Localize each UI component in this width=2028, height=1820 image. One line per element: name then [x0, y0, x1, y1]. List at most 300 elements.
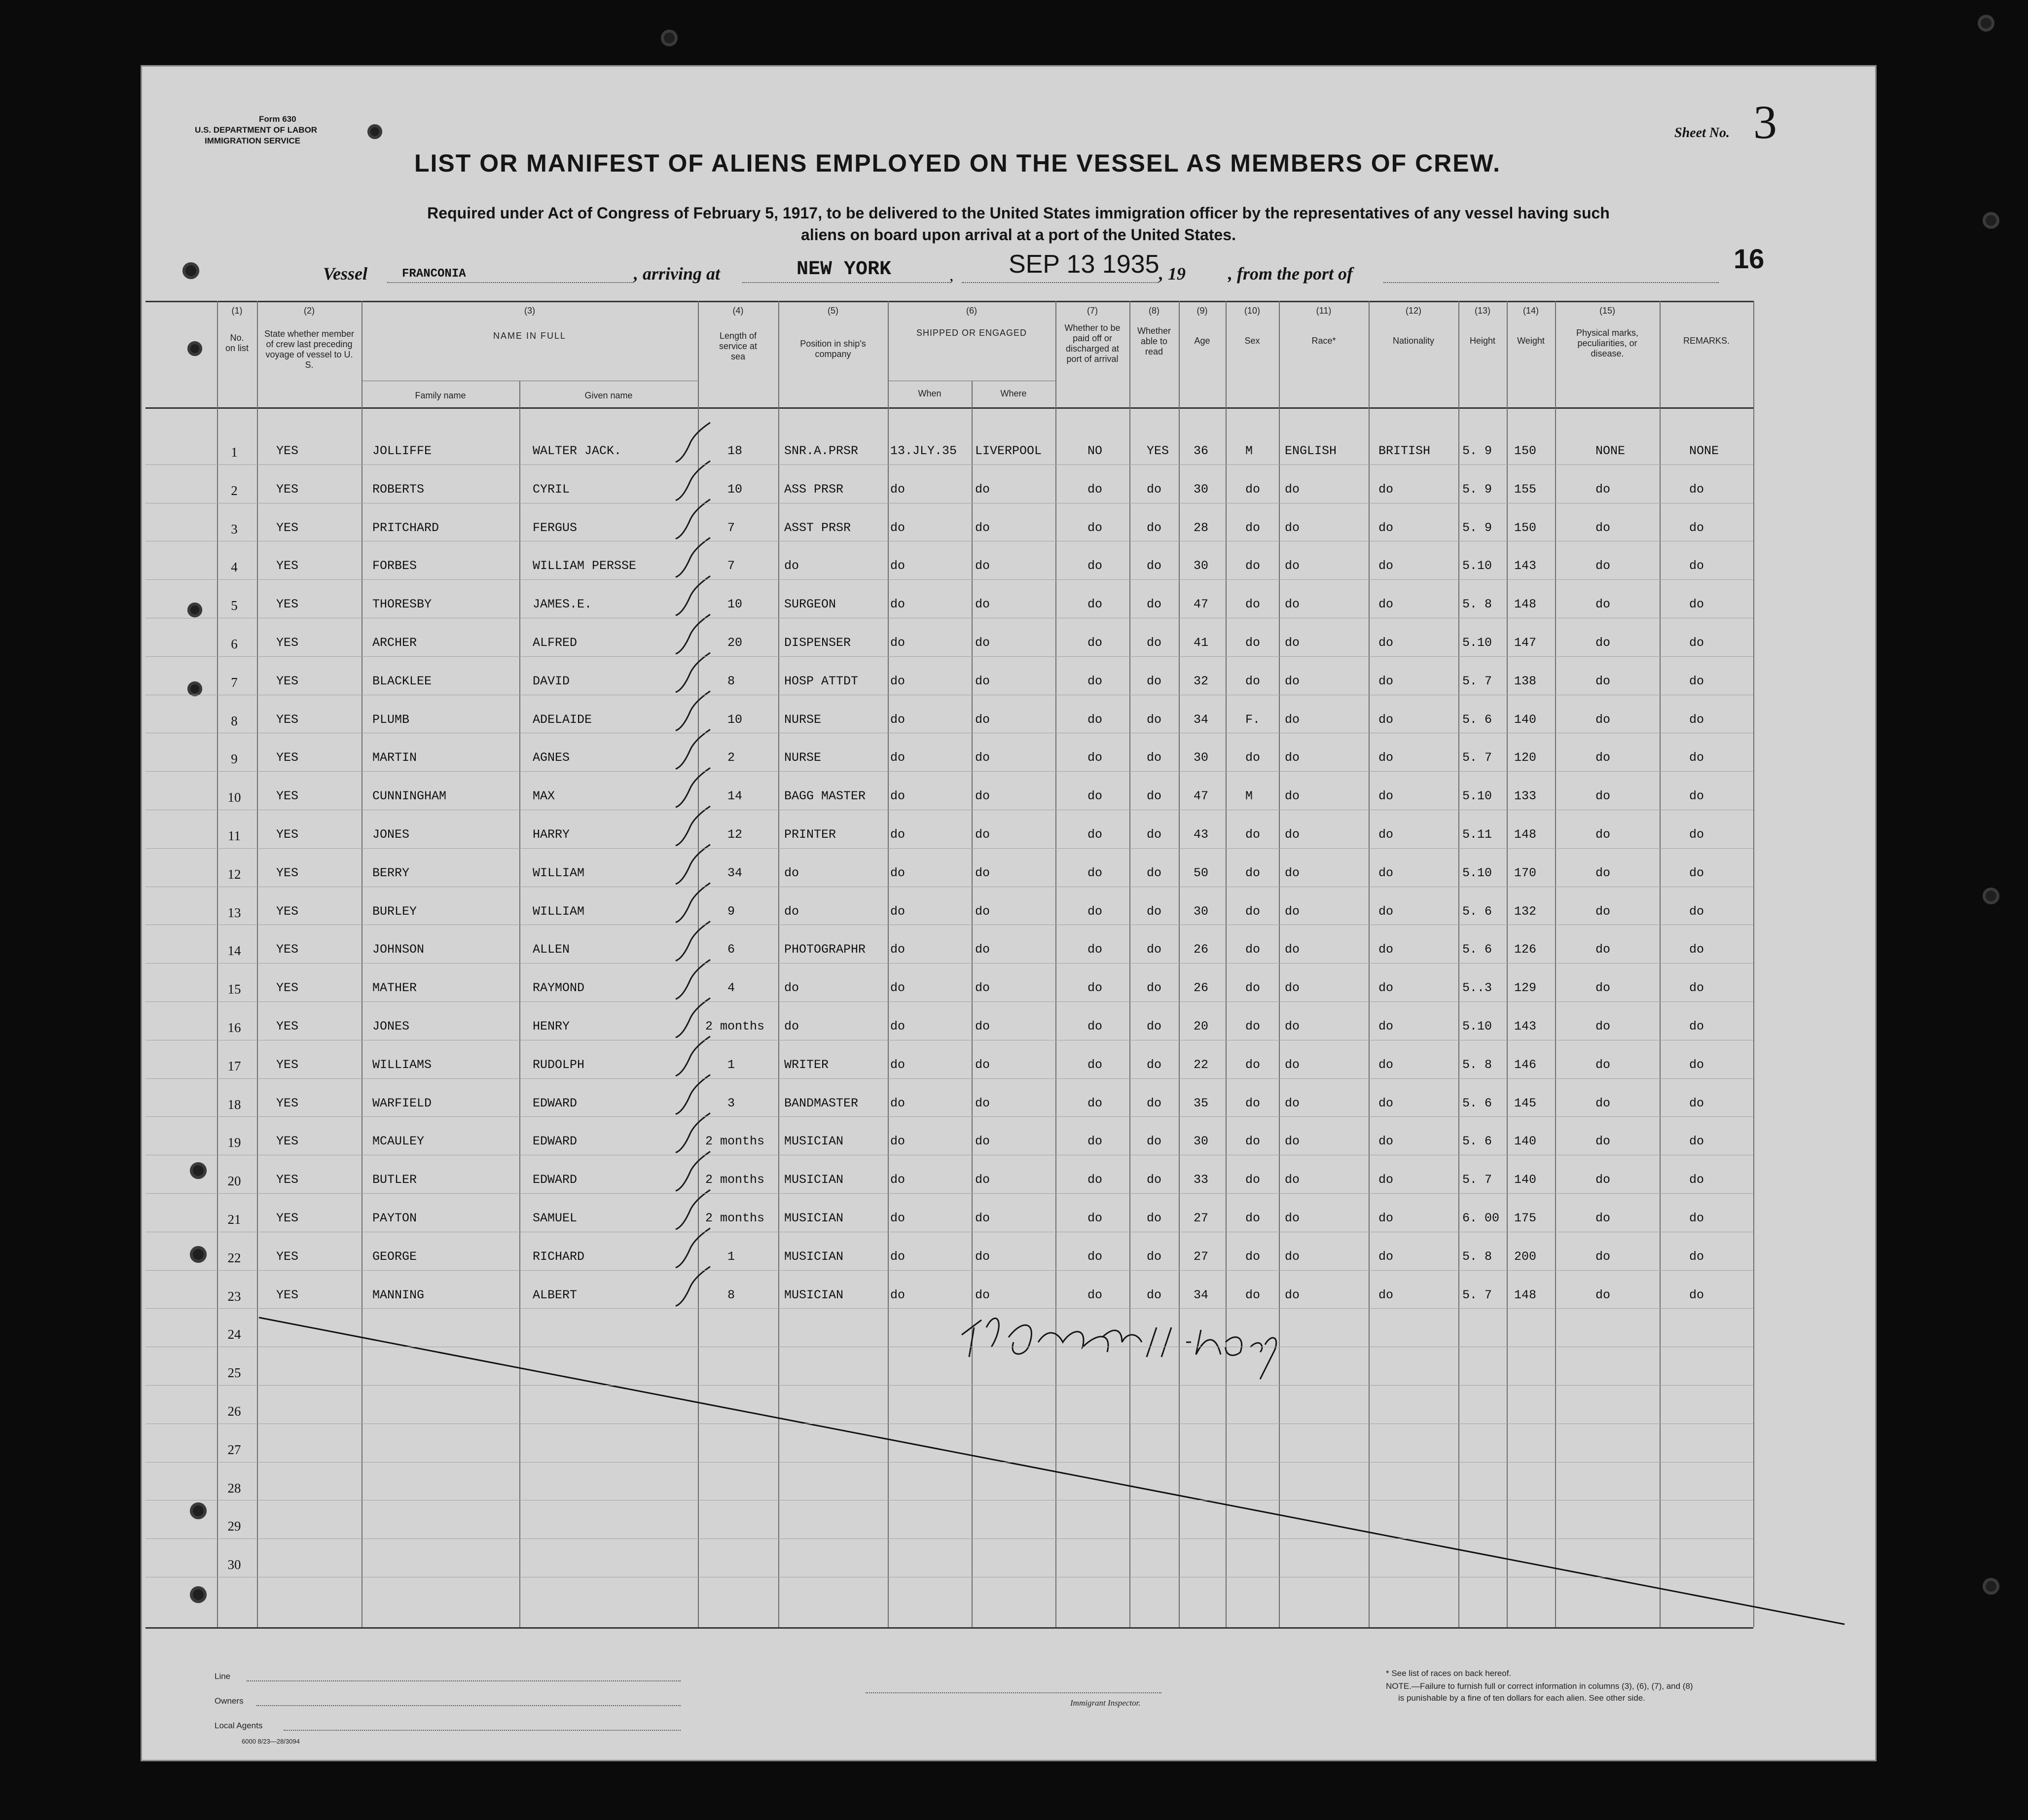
row-number: 6: [231, 637, 238, 651]
service-length-cell: 12: [727, 827, 743, 842]
shipped-where-cell: do: [975, 1211, 990, 1225]
checkmark: [676, 921, 710, 961]
weight-cell: 133: [1514, 789, 1537, 804]
family-name-cell: PAYTON: [372, 1211, 417, 1225]
family-name-cell: PLUMB: [372, 712, 410, 727]
shipped-where-cell: do: [975, 482, 990, 497]
height-cell: 5. 7: [1462, 1287, 1492, 1302]
age-cell: 26: [1194, 942, 1209, 957]
print-code: 6000 8/23—28/3094: [242, 1738, 300, 1745]
remarks-cell: do: [1689, 942, 1704, 957]
empty-row-number: 26: [227, 1404, 241, 1419]
line-field: [247, 1680, 681, 1681]
col-8-header: (8) Whether able to read: [1137, 306, 1171, 357]
checkmark: [676, 614, 710, 654]
family-name-cell: BLACKLEE: [372, 674, 432, 688]
service-length-cell: 2 months: [705, 1173, 765, 1187]
col-2-header: (2) State whether member of crew last preceding voyage of vessel to U. S.: [264, 306, 355, 370]
previous-voyage-cell: YES: [276, 1019, 299, 1034]
family-name-cell: JOHNSON: [372, 942, 425, 957]
given-name-cell: ADELAIDE: [533, 712, 592, 727]
height-cell: 5. 6: [1462, 1134, 1492, 1149]
nationality-cell: do: [1378, 942, 1394, 957]
family-name-cell: WILLIAMS: [372, 1057, 432, 1072]
row-rule: [145, 1308, 1753, 1309]
shipped-where-cell: do: [975, 1096, 990, 1110]
given-name-cell: HENRY: [533, 1019, 570, 1034]
shipped-when-cell: do: [890, 904, 905, 919]
nationality-cell: do: [1378, 1057, 1394, 1072]
physical-marks-cell: do: [1595, 636, 1611, 650]
row-number: 9: [231, 751, 238, 767]
race-cell: do: [1285, 827, 1300, 842]
checkmark: [676, 461, 710, 500]
owners-label: Owners: [215, 1696, 244, 1706]
family-name-cell: THORESBY: [372, 597, 432, 612]
shipped-when-cell: do: [890, 1019, 905, 1034]
age-cell: 30: [1194, 1134, 1209, 1149]
nationality-cell: do: [1378, 559, 1394, 573]
previous-voyage-cell: YES: [276, 1249, 299, 1264]
nationality-cell: do: [1378, 674, 1394, 688]
arriving-label: , arriving at: [634, 264, 721, 284]
shipped-where-cell: do: [975, 1249, 990, 1264]
paid-off-cell: do: [1087, 1287, 1103, 1302]
sex-cell: do: [1245, 942, 1261, 957]
position-cell: NURSE: [784, 712, 822, 727]
year-label: , 19: [1159, 264, 1186, 284]
age-cell: 27: [1194, 1211, 1209, 1225]
service-length-cell: 14: [727, 789, 743, 804]
age-cell: 32: [1194, 674, 1209, 688]
col-9-header: (9) Age: [1194, 306, 1210, 346]
sex-cell: do: [1245, 674, 1261, 688]
race-cell: do: [1285, 981, 1300, 996]
given-name-cell: CYRIL: [533, 482, 570, 497]
service-length-cell: 3: [727, 1096, 735, 1110]
race-cell: do: [1285, 674, 1300, 688]
race-cell: do: [1285, 482, 1300, 497]
shipped-when-cell: do: [890, 482, 905, 497]
paid-off-cell: do: [1087, 750, 1103, 765]
weight-cell: 120: [1514, 750, 1537, 765]
sex-cell: M: [1245, 444, 1253, 458]
col-3-header: (3) NAME IN FULL: [493, 306, 567, 341]
age-cell: 47: [1194, 789, 1209, 804]
col-13-header: (13) Height: [1469, 306, 1496, 346]
race-cell: do: [1285, 597, 1300, 612]
age-cell: 47: [1194, 597, 1209, 612]
shipped-when-cell: do: [890, 1211, 905, 1225]
previous-voyage-cell: YES: [276, 559, 299, 573]
sex-cell: do: [1245, 1019, 1261, 1034]
shipped-where-cell: do: [975, 636, 990, 650]
age-cell: 50: [1194, 865, 1209, 880]
able-to-read-cell: YES: [1147, 444, 1169, 458]
physical-marks-cell: do: [1595, 789, 1611, 804]
shipped-where-cell: do: [975, 827, 990, 842]
subtitle-line-2: aliens on board upon arrival at a port of the United States.: [801, 226, 1236, 244]
shipped-when-cell: do: [890, 1057, 905, 1072]
remarks-cell: do: [1689, 1096, 1704, 1110]
weight-cell: 148: [1514, 827, 1537, 842]
sex-cell: do: [1245, 865, 1261, 880]
height-cell: 5. 6: [1462, 904, 1492, 919]
row-rule: [145, 1462, 1753, 1463]
paid-off-cell: do: [1087, 636, 1103, 650]
remarks-cell: do: [1689, 827, 1704, 842]
service-length-cell: 2: [727, 750, 735, 765]
sex-cell: do: [1245, 559, 1261, 573]
corner-mark: 16: [1734, 243, 1765, 274]
col-5-header: (5) Position in ship's company: [800, 306, 866, 359]
weight-cell: 140: [1514, 712, 1537, 727]
shipped-when-cell: do: [890, 865, 905, 880]
empty-row-number: 27: [227, 1442, 241, 1457]
checkmark: [676, 1036, 710, 1076]
weight-cell: 150: [1514, 444, 1537, 458]
nationality-cell: do: [1378, 981, 1394, 996]
paid-off-cell: do: [1087, 1249, 1103, 1264]
checkmark: [676, 1075, 710, 1114]
paid-off-cell: do: [1087, 674, 1103, 688]
checkmark: [676, 883, 710, 923]
remarks-cell: do: [1689, 1057, 1704, 1072]
physical-marks-cell: do: [1595, 712, 1611, 727]
family-name-cell: JONES: [372, 827, 410, 842]
physical-marks-cell: do: [1595, 520, 1611, 535]
shipped-when-cell: do: [890, 1096, 905, 1110]
physical-marks-cell: do: [1595, 674, 1611, 688]
previous-voyage-cell: YES: [276, 444, 299, 458]
able-to-read-cell: do: [1147, 827, 1162, 842]
sex-cell: do: [1245, 1134, 1261, 1149]
height-cell: 5. 9: [1462, 444, 1492, 458]
binder-hole: [1983, 1578, 1999, 1595]
able-to-read-cell: do: [1147, 674, 1162, 688]
col-10-header: (10) Sex: [1244, 306, 1260, 346]
family-name-cell: ROBERTS: [372, 482, 425, 497]
able-to-read-cell: do: [1147, 482, 1162, 497]
weight-cell: 143: [1514, 1019, 1537, 1034]
height-cell: 5. 6: [1462, 712, 1492, 727]
race-cell: do: [1285, 1211, 1300, 1225]
empty-row-number: 30: [227, 1557, 241, 1572]
weight-cell: 132: [1514, 904, 1537, 919]
remarks-cell: do: [1689, 597, 1704, 612]
paid-off-cell: do: [1087, 597, 1103, 612]
able-to-read-cell: do: [1147, 597, 1162, 612]
race-cell: do: [1285, 865, 1300, 880]
height-cell: 5. 9: [1462, 520, 1492, 535]
physical-marks-cell: do: [1595, 904, 1611, 919]
given-name-cell: AGNES: [533, 750, 570, 765]
shipped-where-cell: do: [975, 712, 990, 727]
height-cell: 6. 00: [1462, 1211, 1500, 1225]
checkmark: [676, 1228, 710, 1268]
paid-off-cell: do: [1087, 1173, 1103, 1187]
physical-marks-cell: do: [1595, 559, 1611, 573]
position-cell: do: [784, 559, 799, 573]
height-cell: 5..3: [1462, 981, 1492, 996]
paid-off-cell: do: [1087, 1134, 1103, 1149]
able-to-read-cell: do: [1147, 636, 1162, 650]
nationality-cell: do: [1378, 1096, 1394, 1110]
service-length-cell: 4: [727, 981, 735, 996]
sex-cell: do: [1245, 904, 1261, 919]
remarks-cell: do: [1689, 559, 1704, 573]
previous-voyage-cell: YES: [276, 520, 299, 535]
weight-cell: 150: [1514, 520, 1537, 535]
family-name-cell: ARCHER: [372, 636, 417, 650]
family-name-cell: FORBES: [372, 559, 417, 573]
able-to-read-cell: do: [1147, 1134, 1162, 1149]
position-cell: DISPENSER: [784, 636, 851, 650]
row-number: 14: [227, 943, 241, 959]
able-to-read-cell: do: [1147, 1211, 1162, 1225]
race-cell: do: [1285, 1249, 1300, 1264]
height-cell: 5. 9: [1462, 482, 1492, 497]
sheet-number-label: Sheet No.: [1674, 125, 1730, 141]
family-name-cell: GEORGE: [372, 1249, 417, 1264]
agents-field: [284, 1730, 681, 1731]
subtitle-line-1: Required under Act of Congress of February 5, 1917, to be delivered to the United States immigration officer by the representatives of any vessel having such: [427, 204, 1610, 222]
physical-marks-cell: do: [1595, 1019, 1611, 1034]
sex-cell: do: [1245, 597, 1261, 612]
nationality-cell: do: [1378, 1134, 1394, 1149]
row-number: 21: [227, 1212, 241, 1227]
able-to-read-cell: do: [1147, 1287, 1162, 1302]
row-rule: [145, 1078, 1753, 1079]
given-name-cell: RICHARD: [533, 1249, 585, 1264]
physical-marks-cell: do: [1595, 1211, 1611, 1225]
able-to-read-cell: do: [1147, 1096, 1162, 1110]
weight-cell: 129: [1514, 981, 1537, 996]
position-cell: SNR.A.PRSR: [784, 444, 859, 458]
weight-cell: 148: [1514, 1287, 1537, 1302]
weight-cell: 170: [1514, 865, 1537, 880]
age-cell: 22: [1194, 1057, 1209, 1072]
previous-voyage-cell: YES: [276, 482, 299, 497]
physical-marks-cell: do: [1595, 597, 1611, 612]
weight-cell: 200: [1514, 1249, 1537, 1264]
given-name-cell: ALFRED: [533, 636, 578, 650]
position-cell: BANDMASTER: [784, 1096, 859, 1110]
position-cell: ASS PRSR: [784, 482, 844, 497]
checkmark: [676, 653, 710, 692]
col-11-header: (11) Race*: [1311, 306, 1336, 346]
shipped-where-cell: do: [975, 674, 990, 688]
height-cell: 5. 7: [1462, 1173, 1492, 1187]
checkmark: [676, 691, 710, 731]
family-name-cell: BERRY: [372, 865, 410, 880]
empty-row-number: 24: [227, 1327, 241, 1342]
given-name-cell: MAX: [533, 789, 555, 804]
where-header: Where: [1000, 389, 1027, 398]
row-number: 2: [231, 483, 238, 498]
paid-off-cell: do: [1087, 904, 1103, 919]
nationality-cell: do: [1378, 597, 1394, 612]
physical-marks-cell: do: [1595, 482, 1611, 497]
row-rule: [145, 848, 1753, 849]
paid-off-cell: do: [1087, 1057, 1103, 1072]
checkmark: [676, 806, 710, 846]
checkmark: [676, 423, 710, 462]
shipped-where-cell: do: [975, 904, 990, 919]
race-cell: do: [1285, 1096, 1300, 1110]
row-rule: [145, 771, 1753, 772]
row-number: 20: [227, 1174, 241, 1189]
service-checkmarks: [676, 423, 710, 1306]
nationality-cell: do: [1378, 482, 1394, 497]
race-cell: ENGLISH: [1285, 444, 1337, 458]
shipped-where-cell: do: [975, 750, 990, 765]
markings-layer: [141, 65, 1877, 1761]
remarks-cell: do: [1689, 712, 1704, 727]
row-number: 19: [227, 1135, 241, 1150]
checkmark: [676, 1190, 710, 1229]
height-cell: 5. 7: [1462, 750, 1492, 765]
sex-cell: do: [1245, 1287, 1261, 1302]
row-number: 22: [227, 1250, 241, 1265]
shipped-when-cell: do: [890, 559, 905, 573]
row-rule: [145, 1385, 1753, 1386]
arrival-date-stamp: SEP 13 1935: [1009, 250, 1159, 279]
weight-cell: 140: [1514, 1134, 1537, 1149]
given-name-header: Given name: [584, 391, 633, 400]
row-number: 5: [231, 598, 238, 613]
family-name-cell: JOLLIFFE: [372, 444, 432, 458]
checkmark: [676, 1113, 710, 1152]
age-cell: 36: [1194, 444, 1209, 458]
binder-hole: [1983, 212, 1999, 229]
form-number: Form 630: [259, 114, 296, 124]
able-to-read-cell: do: [1147, 1057, 1162, 1072]
physical-marks-cell: do: [1595, 981, 1611, 996]
service-length-cell: 6: [727, 942, 735, 957]
row-number: 16: [227, 1020, 241, 1035]
previous-voyage-cell: YES: [276, 827, 299, 842]
remarks-cell: do: [1689, 865, 1704, 880]
able-to-read-cell: do: [1147, 520, 1162, 535]
fine-note-1: NOTE.—Failure to furnish full or correct information in columns (3), (6), (7), and (8): [1386, 1681, 1693, 1691]
nationality-cell: do: [1378, 1287, 1394, 1302]
given-name-cell: EDWARD: [533, 1134, 578, 1149]
able-to-read-cell: do: [1147, 750, 1162, 765]
position-cell: MUSICIAN: [784, 1287, 844, 1302]
row-number: 15: [227, 982, 241, 997]
height-cell: 5.10: [1462, 865, 1492, 880]
sex-cell: do: [1245, 1211, 1261, 1225]
remarks-cell: do: [1689, 1173, 1704, 1187]
nationality-cell: do: [1378, 520, 1394, 535]
service-length-cell: 10: [727, 597, 743, 612]
physical-marks-cell: do: [1595, 827, 1611, 842]
given-name-cell: WILLIAM: [533, 904, 585, 919]
previous-voyage-cell: YES: [276, 636, 299, 650]
checkmark: [676, 1151, 710, 1191]
col-4-header: (4) Length of service at sea: [719, 306, 758, 361]
shipped-when-cell: do: [890, 520, 905, 535]
weight-cell: 148: [1514, 597, 1537, 612]
nationality-cell: do: [1378, 904, 1394, 919]
row-rule: [145, 656, 1753, 657]
nationality-cell: do: [1378, 1249, 1394, 1264]
service-label: IMMIGRATION SERVICE: [205, 136, 300, 145]
shipped-when-cell: do: [890, 1134, 905, 1149]
remarks-cell: NONE: [1689, 444, 1719, 458]
paid-off-cell: do: [1087, 520, 1103, 535]
col-14-header: (14) Weight: [1517, 306, 1545, 346]
race-cell: do: [1285, 789, 1300, 804]
nationality-cell: do: [1378, 865, 1394, 880]
able-to-read-cell: do: [1147, 789, 1162, 804]
checkmark: [676, 729, 710, 769]
service-length-cell: 1: [727, 1057, 735, 1072]
shipped-when-cell: do: [890, 1287, 905, 1302]
previous-voyage-cell: YES: [276, 674, 299, 688]
position-cell: NURSE: [784, 750, 822, 765]
shipped-when-cell: do: [890, 827, 905, 842]
weight-cell: 143: [1514, 559, 1537, 573]
inspector-signature-line: [866, 1692, 1161, 1693]
position-cell: HOSP ATTDT: [784, 674, 859, 688]
remarks-cell: do: [1689, 520, 1704, 535]
weight-cell: 145: [1514, 1096, 1537, 1110]
row-rule: [145, 963, 1753, 964]
physical-marks-cell: do: [1595, 750, 1611, 765]
previous-voyage-cell: YES: [276, 1057, 299, 1072]
shipped-when-cell: do: [890, 597, 905, 612]
shipped-when-cell: do: [890, 750, 905, 765]
sex-cell: do: [1245, 1057, 1261, 1072]
binder-hole: [1983, 888, 1999, 904]
able-to-read-cell: do: [1147, 865, 1162, 880]
paid-off-cell: do: [1087, 865, 1103, 880]
race-cell: do: [1285, 1057, 1300, 1072]
from-port-label: , from the port of: [1228, 264, 1353, 284]
shipped-where-cell: do: [975, 1134, 990, 1149]
checkmark: [676, 576, 710, 615]
sex-cell: do: [1245, 520, 1261, 535]
nationality-cell: do: [1378, 712, 1394, 727]
position-cell: ASST PRSR: [784, 520, 851, 535]
race-cell: do: [1285, 750, 1300, 765]
race-note: * See list of races on back hereof.: [1386, 1669, 1512, 1678]
given-name-cell: WILLIAM: [533, 865, 585, 880]
previous-voyage-cell: YES: [276, 789, 299, 804]
row-number: 17: [227, 1058, 241, 1073]
age-cell: 26: [1194, 981, 1209, 996]
row-number: 7: [231, 675, 238, 690]
race-cell: do: [1285, 904, 1300, 919]
given-name-cell: JAMES.E.: [533, 597, 592, 612]
shipped-where-cell: do: [975, 1287, 990, 1302]
row-number: 23: [227, 1288, 241, 1304]
col-12-header: (12) Nationality: [1392, 306, 1435, 346]
col-7-header: (7) Whether to be paid off or discharged at port of arrival: [1064, 306, 1121, 364]
sex-cell: F.: [1245, 712, 1261, 727]
family-name-cell: MANNING: [372, 1287, 425, 1302]
weight-cell: 138: [1514, 674, 1537, 688]
given-name-cell: EDWARD: [533, 1173, 578, 1187]
department-label: U.S. DEPARTMENT OF LABOR: [195, 125, 318, 135]
height-cell: 5.10: [1462, 1019, 1492, 1034]
vessel-label: Vessel: [323, 264, 367, 284]
race-cell: do: [1285, 712, 1300, 727]
checkmark: [676, 1267, 710, 1306]
shipped-when-cell: do: [890, 674, 905, 688]
